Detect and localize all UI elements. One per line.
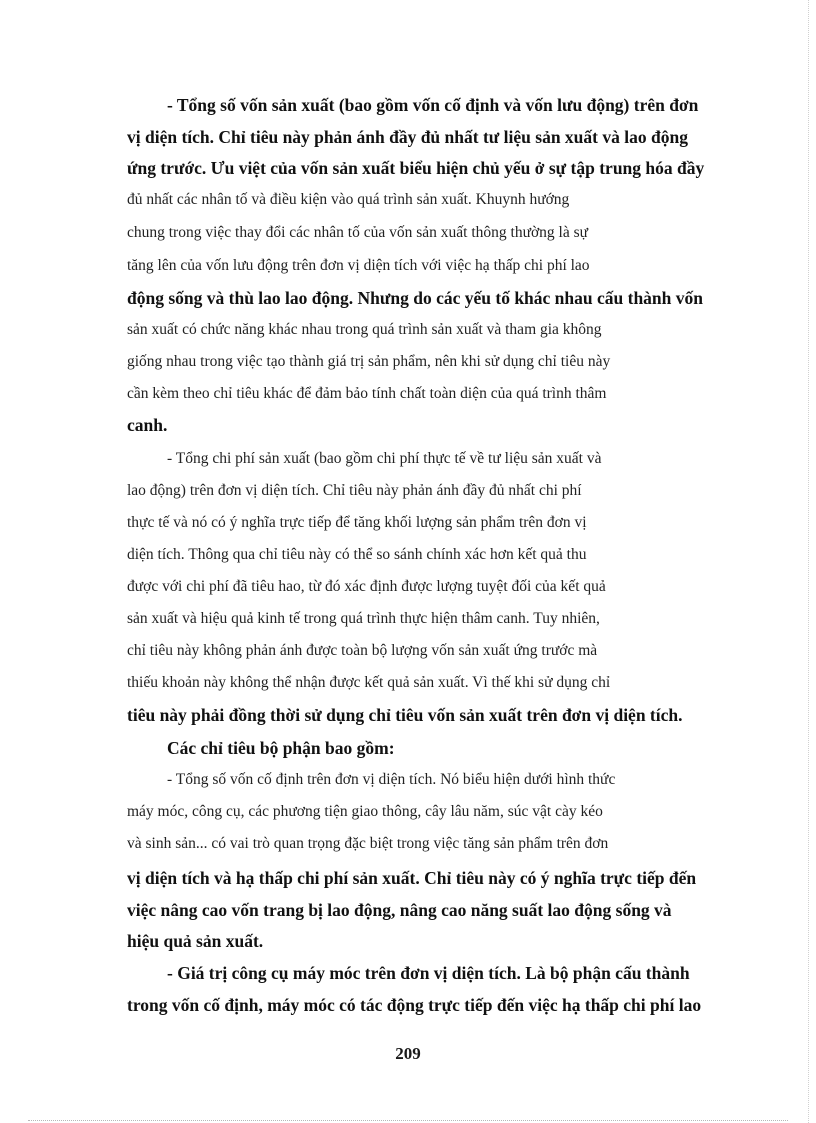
text-line: ứng trước. Ưu việt của vốn sản xuất biểu hiện chủ yếu ở sự tập trung hóa đầy <box>127 158 705 178</box>
text-line: - Tổng chi phí sản xuất (bao gồm chi phí thực tế về tư liệu sản xuất và <box>167 450 602 467</box>
text-line: và sinh sản... có vai trò quan trọng đặc biệt trong việc tăng sản phẩm trên đơn <box>127 835 609 852</box>
text-line: lao động) trên đơn vị diện tích. Chỉ tiêu này phản ánh đầy đủ nhất chi phí <box>127 482 582 499</box>
text-line: tiêu này phải đồng thời sử dụng chỉ tiêu vốn sản xuất trên đơn vị diện tích. <box>127 705 683 725</box>
text-line: - Tổng số vốn cố định trên đơn vị diện tích. Nó biểu hiện dưới hình thức <box>167 771 616 788</box>
text-line: chỉ tiêu này không phản ánh được toàn bộ lượng vốn sản xuất ứng trước mà <box>127 642 598 659</box>
text-line: hiệu quả sản xuất. <box>127 931 264 951</box>
text-line: trong vốn cố định, máy móc có tác động trực tiếp đến việc hạ thấp chi phí lao <box>127 995 702 1015</box>
page-number: 209 <box>395 1044 421 1063</box>
text-line: - Giá trị công cụ máy móc trên đơn vị diện tích. Là bộ phận cấu thành <box>167 963 690 983</box>
text-line: việc nâng cao vốn trang bị lao động, nâng cao năng suất lao động sống và <box>127 900 672 920</box>
text-line: cần kèm theo chỉ tiêu khác để đảm bảo tính chất toàn diện của quá trình thâm <box>127 385 607 402</box>
text-line: động sống và thù lao lao động. Nhưng do các yếu tố khác nhau cấu thành vốn <box>127 288 704 308</box>
text-line: tăng lên của vốn lưu động trên đơn vị diện tích với việc hạ thấp chi phí lao <box>127 257 590 274</box>
text-line: - Tổng số vốn sản xuất (bao gồm vốn cố định và vốn lưu động) trên đơn <box>167 95 699 115</box>
text-line: canh. <box>127 415 168 435</box>
text-line: giống nhau trong việc tạo thành giá trị sản phẩm, nên khi sử dụng chỉ tiêu này <box>127 353 611 370</box>
section-heading: Các chỉ tiêu bộ phận bao gồm: <box>167 738 395 758</box>
text-line: thực tế và nó có ý nghĩa trực tiếp để tăng khối lượng sản phẩm trên đơn vị <box>127 514 587 531</box>
page-right-border <box>808 0 809 1123</box>
text-line: máy móc, công cụ, các phương tiện giao thông, cây lâu năm, súc vật cày kéo <box>127 803 603 820</box>
page-bottom-border <box>28 1120 788 1121</box>
text-line: sản xuất và hiệu quả kinh tế trong quá trình thực hiện thâm canh. Tuy nhiên, <box>127 610 600 627</box>
text-line: diện tích. Thông qua chỉ tiêu này có thể so sánh chính xác hơn kết quả thu <box>127 546 587 563</box>
text-line: chung trong việc thay đổi các nhân tố của vốn sản xuất thông thường là sự <box>127 224 589 241</box>
text-line: thiếu khoản này không thể nhận được kết quả sản xuất. Vì thế khi sử dụng chỉ <box>127 674 611 691</box>
text-line: vị diện tích và hạ thấp chi phí sản xuất. Chỉ tiêu này có ý nghĩa trực tiếp đến <box>127 868 697 888</box>
text-line: sản xuất có chức năng khác nhau trong quá trình sản xuất và tham gia không <box>127 321 602 338</box>
text-line: vị diện tích. Chỉ tiêu này phản ánh đầy đủ nhất tư liệu sản xuất và lao động <box>127 127 688 147</box>
text-line: được với chi phí đã tiêu hao, từ đó xác định được lượng tuyệt đối của kết quả <box>127 578 606 595</box>
text-line: đủ nhất các nhân tố và điều kiện vào quá trình sản xuất. Khuynh hướng <box>127 191 570 208</box>
